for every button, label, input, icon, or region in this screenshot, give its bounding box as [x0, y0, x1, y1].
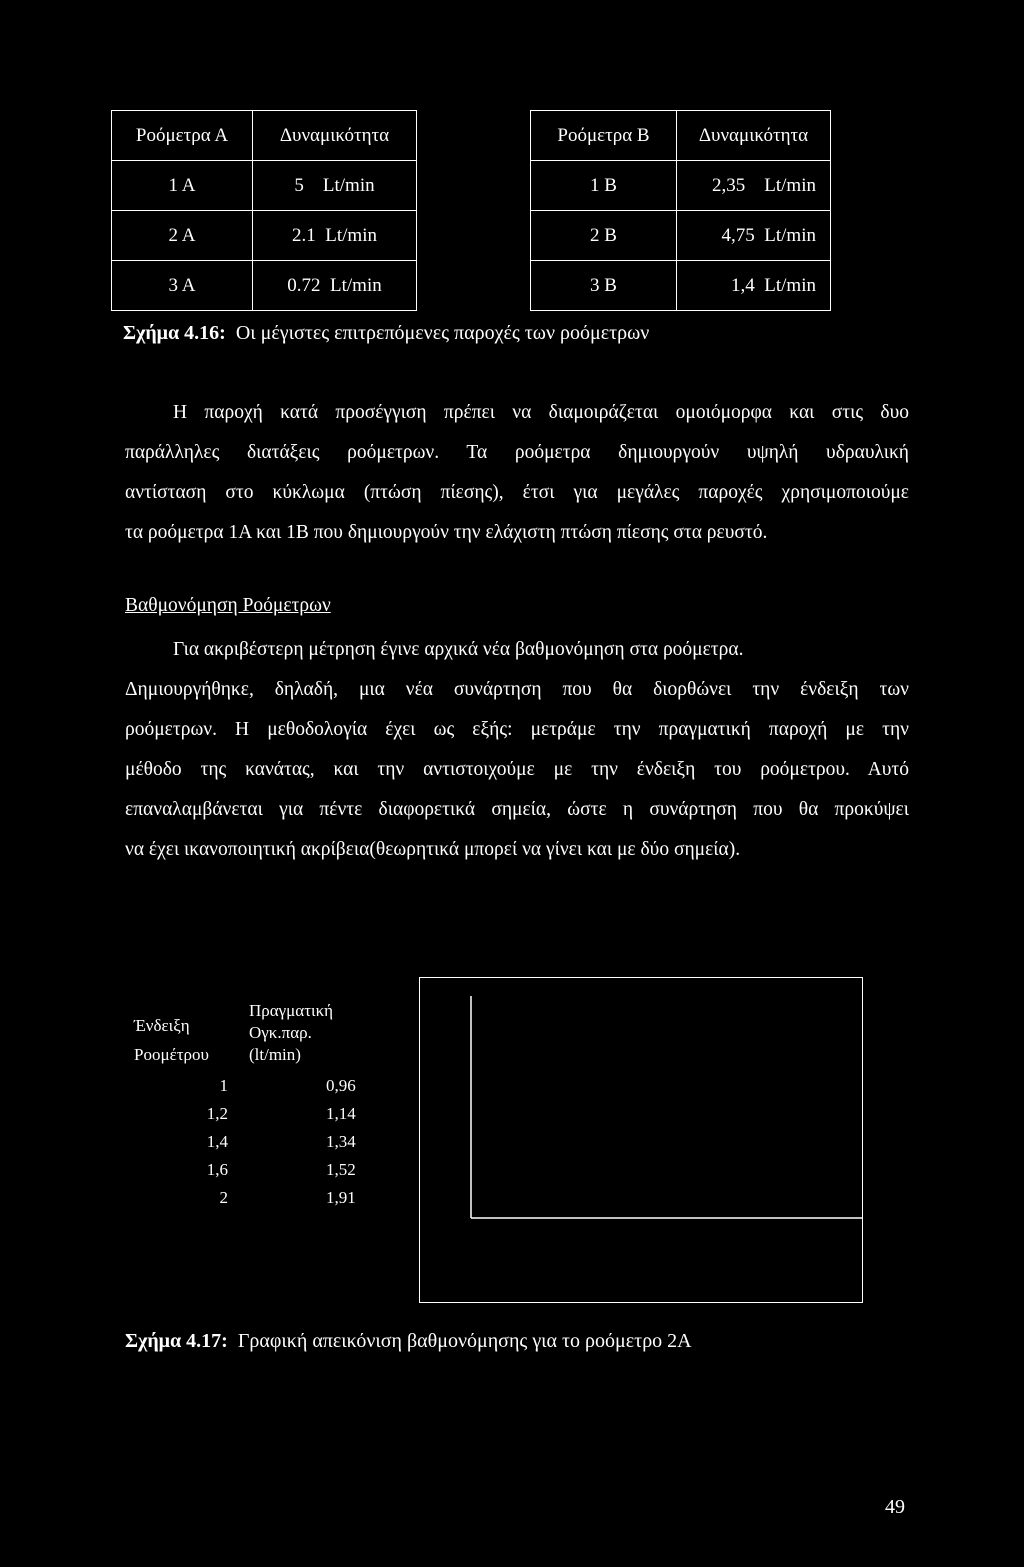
column-header: Ένδειξη	[134, 1016, 190, 1035]
paragraph-line: Δημιουργήθηκε, δηλαδή, μια νέα συνάρτηση που θα διορθώνει την ένδειξη των	[125, 679, 909, 700]
table-cell: 5 Lt/min	[253, 161, 417, 211]
table-cell: 2 Α	[112, 211, 253, 261]
paragraph-line: τα ροόμετρα 1Α και 1Β που δημιουργούν την ελάχιστη πτώση πίεσης στα ρευστό.	[125, 522, 768, 543]
caption-text: Οι μέγιστες επιτρεπόμενες παροχές των ροόμετρων	[235, 322, 650, 344]
table-header-cell: Ροόμετρα Α	[112, 111, 253, 161]
section-heading: Βαθμονόμηση Ροόμετρων	[125, 595, 331, 616]
caption-label: Σχήμα 4.17:	[125, 1330, 228, 1352]
table-cell: 1,52	[326, 1160, 356, 1179]
table-cell: 2,35 Lt/min	[677, 161, 831, 211]
paragraph-line: μέθοδο της κανάτας, και την αντιστοιχούμε με την ένδειξη του ροόμετρου. Αυτό	[125, 759, 909, 780]
table-cell: 1,14	[326, 1104, 356, 1123]
table-cell: 0,96	[326, 1076, 356, 1095]
table-cell: 1,91	[326, 1188, 356, 1207]
table-cell: 2 Β	[531, 211, 677, 261]
table-cell: 4,75 Lt/min	[677, 211, 831, 261]
table-cell: 1,4 Lt/min	[677, 261, 831, 311]
table-header-cell: Δυναμικότητα	[677, 111, 831, 161]
paragraph-line: παράλληλες διατάξεις ροόμετρων. Τα ροόμετρα δημιουργούν υψηλή υδραυλική	[125, 442, 909, 463]
column-header: Ροομέτρου	[134, 1045, 209, 1064]
table-cell: 2.1 Lt/min	[253, 211, 417, 261]
paragraph-line: να έχει ικανοποιητική ακρίβεια(θεωρητικά μπορεί να γίνει και με δύο σημεία).	[125, 839, 741, 860]
table-cell: 2	[219, 1188, 228, 1207]
caption-label: Σχήμα 4.16:	[123, 322, 226, 344]
table-cell: 1,34	[326, 1132, 356, 1151]
table-cell: 0.72 Lt/min	[253, 261, 417, 311]
figure-caption-4-17	[125, 1330, 692, 1353]
paragraph-line: αντίσταση στο κύκλωμα (πτώση πίεσης), έτσι για μεγάλες παροχές χρησιμοποιούμε	[125, 482, 909, 503]
paragraph-line: επαναλαμβάνεται για πέντε διαφορετικά σημεία, ώστε η συνάρτηση που θα προκύψει	[125, 799, 909, 820]
table-cell: 1,6	[206, 1160, 228, 1179]
paragraph-line: ροόμετρων. Η μεθοδολογία έχει ως εξής: μετράμε την πραγματική παροχή με την	[125, 719, 909, 740]
column-header: Πραγματική	[249, 1001, 334, 1020]
table-cell: 1	[219, 1076, 228, 1095]
paragraph-line: Για ακριβέστερη μέτρηση έγινε αρχικά νέα βαθμονόμηση στα ροόμετρα.	[173, 639, 744, 660]
page-number: 49	[885, 1496, 905, 1518]
table-cell: 3 Β	[531, 261, 677, 311]
column-header: (lt/min)	[249, 1045, 301, 1064]
table-header-cell: Ροόμετρα Β	[531, 111, 677, 161]
table-cell: 1,4	[206, 1132, 228, 1151]
table-cell: 3 Α	[112, 261, 253, 311]
caption-text: Γραφική απεικόνιση βαθμονόμησης για το ροόμετρο 2Α	[237, 1330, 692, 1352]
table-cell: 1 Α	[112, 161, 253, 211]
table-header-cell: Δυναμικότητα	[253, 111, 417, 161]
table-cell: 1,2	[206, 1104, 228, 1123]
paragraph-line: Η παροχή κατά προσέγγιση πρέπει να διαμοιράζεται ομοιόμορφα και στις δυο	[173, 402, 909, 423]
table-cell: 1 Β	[531, 161, 677, 211]
column-header: Ογκ.παρ.	[249, 1023, 312, 1042]
